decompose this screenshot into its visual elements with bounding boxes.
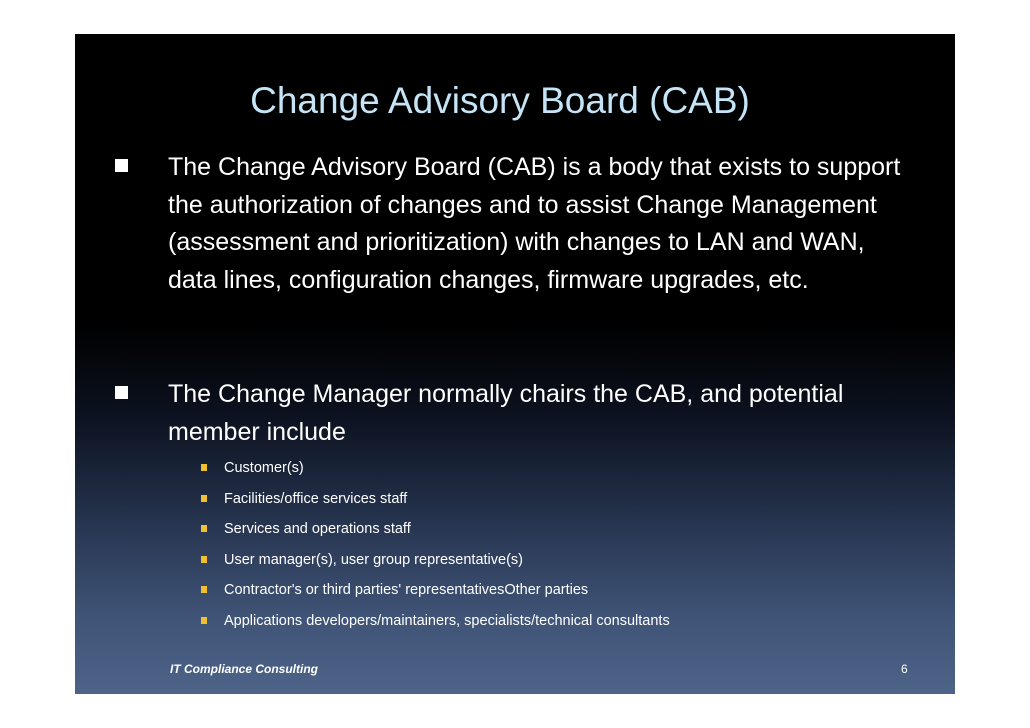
- slide-title: Change Advisory Board (CAB): [250, 80, 750, 121]
- member-sublist: [201, 459, 670, 642]
- sub-bullet-square-icon: [201, 617, 207, 624]
- sub-bullet-square-icon: [201, 495, 207, 502]
- bullet-text: The Change Manager normally chairs the CAB, and potential member include: [168, 380, 844, 446]
- footer-company: IT Compliance Consulting: [170, 662, 319, 676]
- sub-bullet-square-icon: [201, 464, 207, 471]
- sub-bullet-square-icon: [201, 525, 207, 532]
- slide: [75, 34, 955, 694]
- sub-bullet-item: [201, 581, 670, 612]
- sub-bullet-text: Customer(s): [224, 460, 304, 476]
- sub-bullet-item: [201, 490, 670, 521]
- sub-bullet-item: [201, 520, 670, 551]
- sub-bullet-text: Contractor's or third parties' representativesOther parties: [224, 582, 589, 598]
- sub-bullet-item: [201, 459, 670, 490]
- page-number: 6: [901, 662, 908, 676]
- sub-bullet-square-icon: [201, 556, 207, 563]
- sub-bullet-item: [201, 551, 670, 582]
- sub-bullet-text: User manager(s), user group representative(s): [224, 551, 523, 568]
- sub-bullet-text: Services and operations staff: [224, 521, 411, 537]
- sub-bullet-item: [201, 612, 670, 643]
- sub-bullet-text: Facilities/office services staff: [224, 490, 408, 507]
- square-bullet-icon: [115, 159, 128, 172]
- sub-bullet-text: Applications developers/maintainers, specialists/technical consultants: [224, 612, 670, 629]
- bullet-text: The Change Advisory Board (CAB) is a body that exists to support the authorization of changes and to assist Change Management (assessment and prioritization) with changes to LAN and WAN, data lines, configuration changes, firmware upgrades, etc.: [168, 153, 901, 294]
- square-bullet-icon: [115, 386, 128, 399]
- sub-bullet-square-icon: [201, 586, 207, 593]
